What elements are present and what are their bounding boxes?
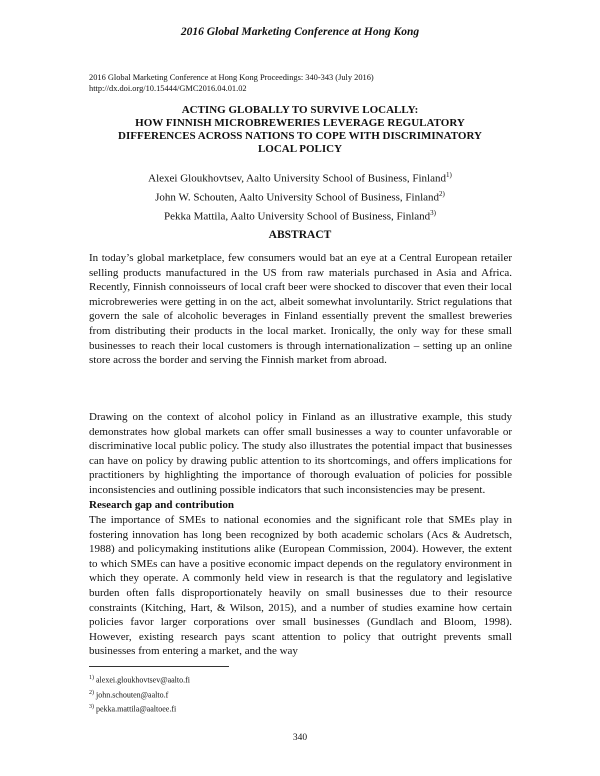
title-line: ACTING GLOBALLY TO SURVIVE LOCALLY: xyxy=(181,104,419,116)
author-line xyxy=(60,206,540,225)
footnote-mark: 1) xyxy=(445,171,452,179)
proceedings-citation xyxy=(89,72,374,94)
footnotes xyxy=(89,672,190,716)
abstract-heading: ABSTRACT xyxy=(268,229,332,241)
author-name: John W. Schouten, Aalto University School of Business, Finland xyxy=(155,191,440,204)
author-email[interactable]: john.schouten@aalto.f xyxy=(96,690,169,700)
body-paragraph: The importance of SMEs to national economies and the significant role that SMEs play in fostering innovation has long been recognized by both academic scholars (Acs & Audretsch, 1988) and policymaking institutions alike (European Commission, 2004). However, the extent to which SMEs can have a positive economic impact depends on the regulatory environment in which they operate. A commonly held view in research is that the regulatory and legislative burden often falls disproportionately heavily on small businesses due to their resource constraints (Kitching, Hart, & Wilson, 2015), and a number of studies examine how certain policies favor larger corporations over small businesses (Gundlach and Bloom, 1998). However, existing research pays scant attention to policy that outright prevents small businesses from entering a market, and the way xyxy=(89,514,512,658)
footnote xyxy=(89,701,190,716)
author-list xyxy=(60,168,540,225)
footnote-mark: 2) xyxy=(439,190,445,199)
footnote xyxy=(89,687,190,702)
proceedings-line: 2016 Global Marketing Conference at Hong Kong Proceedings: 340-343 (July 2016) xyxy=(89,73,374,82)
author-name: Pekka Mattila, Aalto University School of Business, Finland xyxy=(164,210,431,223)
footnote-divider xyxy=(89,666,229,667)
paper-title xyxy=(70,104,530,156)
title-line: HOW FINNISH MICROBREWERIES LEVERAGE REGULATORY xyxy=(135,117,465,129)
running-header: 2016 Global Marketing Conference at Hong Kong xyxy=(180,26,420,38)
footnote-mark: 3) xyxy=(89,704,94,711)
title-line: LOCAL POLICY xyxy=(257,143,343,155)
page-number: 340 xyxy=(292,733,308,743)
author-line xyxy=(60,168,540,187)
abstract-paragraph: Drawing on the context of alcohol policy in Finland as an illustrative example, this study demonstrates how global markets can offer small businesses a way to counter unfavorable or discriminative local public policy. The study also illustrates the potential impact that businesses can have on policy by drawing public attention to its shortcomings, and offers implications for practitioners by highlighting the importance of thorough evaluation of policies for possible inconsistencies and outlining possible indicators that such inconsistencies may be present. xyxy=(89,411,512,496)
footnote-mark: 2) xyxy=(89,689,94,696)
author-line xyxy=(60,187,540,206)
abstract-paragraph: In today’s global marketplace, few consumers would bat an eye at a Central European retailer selling products manufactured in the US from raw materials purchased in Asia and Africa. Recently, Finnish connoisseurs of local craft beer were shocked to discover that even their local microbreweries were getting in on the act, albeit somewhat involuntarily. Strict regulations that govern the sale of alcoholic beverages in Finland essentially prevent the smallest breweries from distributing their products in the local market. Ironically, the only way for these small businesses to reach their local customers is through internationalization – setting up an online store across the border and serving the Finnish market from abroad. xyxy=(89,252,512,367)
title-line: DIFFERENCES ACROSS NATIONS TO COPE WITH DISCRIMINATORY xyxy=(118,130,482,142)
author-name: Alexei Gloukhovtsev, Aalto University School of Business, Finland xyxy=(148,172,446,185)
author-email[interactable]: pekka.mattila@aaltoee.fi xyxy=(96,704,177,714)
doi-link[interactable]: http://dx.doi.org/10.15444/GMC2016.04.01.02 xyxy=(89,84,247,93)
footnote-mark: 1) xyxy=(89,675,94,681)
section-heading: Research gap and contribution xyxy=(89,499,234,511)
footnote-mark: 3) xyxy=(430,209,436,218)
footnote xyxy=(89,672,190,687)
author-email[interactable]: alexei.gloukhovtsev@aalto.fi xyxy=(96,675,191,685)
